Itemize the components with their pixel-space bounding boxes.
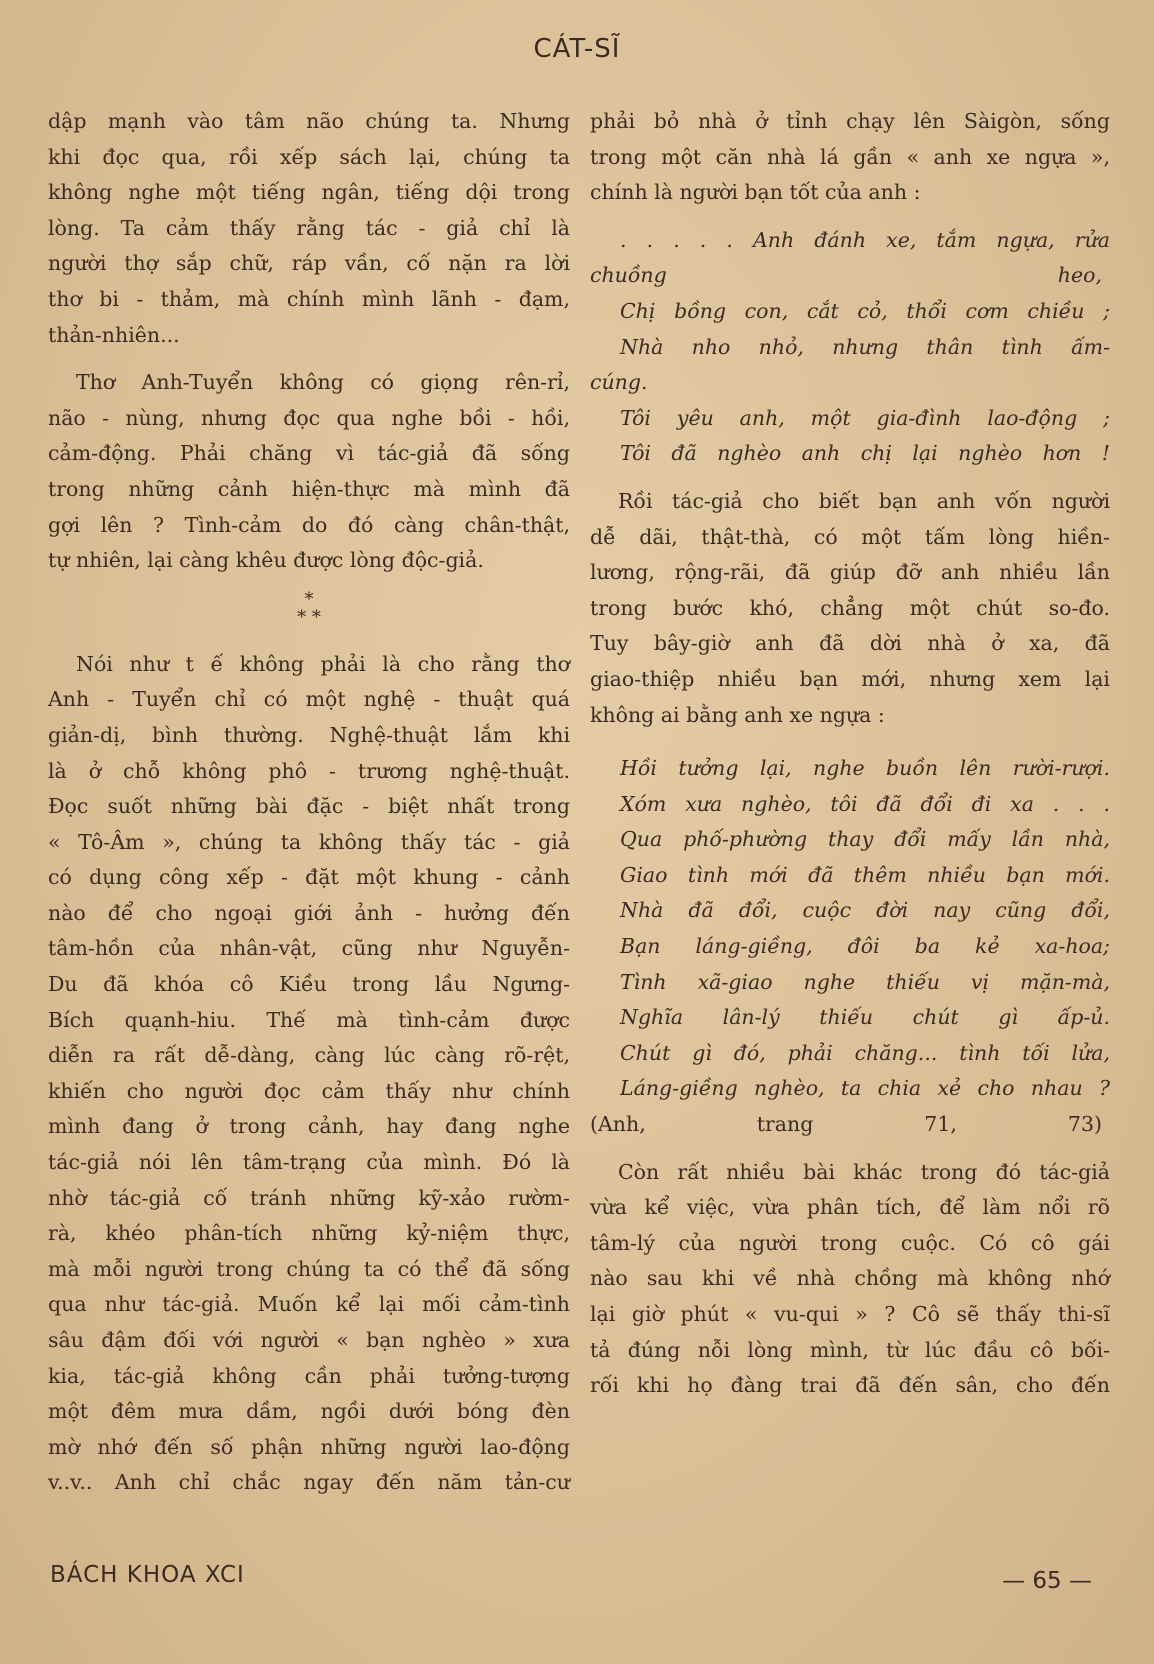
text-line: qua như tác-giả. Muốn kể lại mối cảm-tình — [48, 1292, 570, 1317]
text-line: giản-dị, bình thường. Nghệ-thuật lắm khi — [48, 722, 570, 747]
text-line: Nói như t ế không phải là cho rằng thơ — [76, 651, 570, 676]
left-column — [48, 104, 570, 1501]
right-paragraph-2 — [590, 484, 1110, 733]
text-line: phải bỏ nhà ở tỉnh chạy lên Sàigòn, sống — [590, 109, 1110, 133]
text-line: người thợ sắp chữ, ráp vần, cố nặn ra lời — [48, 251, 570, 276]
text-line: kia, tác-giả không cần phải tưởng-tượng — [48, 1363, 570, 1388]
poem-line: Xóm xưa nghèo, tôi đã đổi đi xa . . . — [620, 791, 1110, 816]
text-line: mờ nhớ đến số phận những người lao-động — [48, 1434, 570, 1459]
text-line: Anh - Tuyển chỉ có một nghệ - thuật quá — [48, 687, 570, 712]
text-line: v..v.. Anh chỉ chắc ngay đến năm tản-cư — [48, 1470, 570, 1495]
page-number: — 65 — — [1002, 1568, 1092, 1594]
poem-line: Tình xã-giao nghe thiếu vị mặn-mà, — [620, 969, 1110, 994]
text-line: trong một căn nhà lá gần « anh xe ngựa », — [590, 144, 1110, 169]
text-line: một đêm mưa dầm, ngồi dưới bóng đèn — [48, 1399, 570, 1424]
poem-line: Chút gì đó, phải chăng... tình tối lửa, — [620, 1040, 1110, 1065]
text-line: mà mỗi người trong chúng ta có thể đã sống — [48, 1256, 570, 1281]
text-line: não - nùng, nhưng đọc qua nghe bồi - hồi, — [48, 405, 570, 430]
text-line: sâu đậm đối với người « bạn nghèo » xưa — [48, 1328, 570, 1352]
text-line: Rồi tác-giả cho biết bạn anh vốn người — [618, 488, 1110, 513]
section-separator — [48, 588, 570, 628]
text-line: gợi lên ? Tình-cảm do đó càng chân-thật, — [48, 512, 570, 537]
text-line: tự nhiên, lại càng khêu được lòng độc-giả. — [48, 548, 484, 573]
left-paragraph-3 — [48, 647, 570, 1501]
poem-line: Tôi đã nghèo anh chị lại nghèo hơn ! — [620, 441, 1110, 466]
text-line: có dụng công xếp - đặt một khung - cảnh — [48, 865, 570, 890]
text-line: mình đang ở trong cảnh, hay đang nghe — [48, 1114, 570, 1139]
text-line: chính là người bạn tốt của anh : — [590, 180, 921, 205]
poem-excerpt-2 — [590, 751, 1110, 1143]
poem-citation: (Anh, trang 71, 73) — [590, 1112, 1102, 1137]
text-line: không nghe một tiếng ngân, tiếng dội trong — [48, 180, 570, 205]
text-line: rối khi họ đàng trai đã đến sân, cho đến — [590, 1373, 1110, 1398]
magazine-issue-label: BÁCH KHOA XCI — [50, 1562, 245, 1588]
text-line: khiến cho người đọc cảm thấy như chính — [48, 1078, 570, 1103]
text-line: lại giờ phút « vu-qui » ? Cô sẽ thấy thi-sĩ — [590, 1302, 1110, 1326]
text-line: thản-nhiên... — [48, 322, 180, 347]
text-line: nào sau khi về nhà chồng mà không nhớ — [590, 1266, 1110, 1291]
poem-line: Nhà đã đổi, cuộc đời nay cũng đổi, — [620, 898, 1110, 923]
left-paragraph-2 — [48, 365, 570, 579]
text-line: tâm-hồn của nhân-vật, cũng như Nguyễn- — [48, 936, 570, 961]
separator-stars-bottom: * * — [297, 606, 321, 628]
text-line: trong những cảnh hiện-thực mà mình đã — [48, 476, 570, 501]
right-column — [590, 104, 1110, 1404]
poem-line: Bạn láng-giềng, đôi ba kẻ xa-hoa; — [620, 934, 1110, 959]
text-line: là ở chỗ không phô - trương nghệ-thuật. — [48, 758, 570, 783]
poem-line: Giao tình mới đã thêm nhiều bạn mới. — [620, 862, 1110, 887]
text-line: trong bước khó, chẳng một chút so-đo. — [590, 595, 1110, 620]
poem-line: Chị bồng con, cắt cỏ, thổi cơm chiều ; — [620, 298, 1110, 323]
text-line: khi đọc qua, rồi xếp sách lại, chúng ta — [48, 144, 570, 169]
text-line: nhờ tác-giả cố tránh những kỹ-xảo rườm- — [48, 1185, 570, 1210]
right-paragraph-1 — [590, 104, 1110, 211]
text-line: nào để cho ngoại giới ảnh - hưởng đến — [48, 900, 570, 925]
text-line: « Tô-Âm », chúng ta không thấy tác - giả — [48, 829, 570, 854]
text-line: diễn ra rất dễ-dàng, càng lúc càng rõ-rệt, — [48, 1043, 570, 1068]
text-line: Bích quạnh-hiu. Thế mà tình-cảm được — [48, 1007, 570, 1032]
text-line: dập mạnh vào tâm não chúng ta. Nhưng — [48, 109, 570, 133]
text-line: lương, rộng-rãi, đã giúp đỡ anh nhiều lần — [590, 560, 1110, 585]
poem-line: Qua phố-phường thay đổi mấy lần nhà, — [620, 827, 1110, 852]
poem-line: Láng-giềng nghèo, ta chia xẻ cho nhau ? — [620, 1076, 1110, 1101]
text-line: cảm-động. Phải chăng vì tác-giả đã sống — [48, 441, 570, 466]
poem-line: cúng. — [590, 370, 648, 395]
poem-line: Tôi yêu anh, một gia-đình lao-động ; — [620, 405, 1110, 430]
poem-line: Nghĩa lân-lý thiếu chút gì ấp-ủ. — [620, 1005, 1110, 1030]
left-paragraph-1 — [48, 104, 570, 353]
text-line: tác-giả nói lên tâm-trạng của mình. Đó là — [48, 1150, 570, 1175]
text-line: tâm-lý của người trong cuộc. Có cô gái — [590, 1230, 1110, 1255]
text-line: không ai bằng anh xe ngựa : — [590, 702, 885, 727]
text-line: Du đã khóa cô Kiều trong lầu Ngưng- — [48, 972, 570, 997]
right-paragraph-3 — [590, 1155, 1110, 1404]
text-line: thơ bi - thảm, mà chính mình lãnh - đạm, — [48, 286, 570, 311]
poem-line: . . . . . Anh đánh xe, tắm ngựa, rửa — [620, 227, 1110, 252]
text-line: Thơ Anh-Tuyển không có giọng rên-rỉ, — [76, 370, 570, 395]
poem-line: chuồng heo, — [590, 263, 1102, 288]
page-header: CÁT-SĨ — [533, 34, 621, 64]
text-line: Tuy bây-giờ anh đã dời nhà ở xa, đã — [590, 631, 1110, 656]
text-line: giao-thiệp nhiều bạn mới, nhưng xem lại — [590, 666, 1110, 691]
poem-line: Hồi tưởng lại, nghe buồn lên rười-rượi. — [620, 756, 1110, 781]
separator-star-top: * — [304, 588, 314, 610]
text-line: tả đúng nỗi lòng mình, từ lúc đầu cô bối- — [590, 1337, 1110, 1362]
poem-line: Nhà nho nhỏ, nhưng thân tình ấm- — [620, 334, 1110, 359]
text-line: dễ dãi, thật-thà, có một tấm lòng hiền- — [590, 524, 1110, 549]
text-line: lòng. Ta cảm thấy rằng tác - giả chỉ là — [48, 215, 570, 240]
text-line: rà, khéo phân-tích những kỷ-niệm thực, — [48, 1221, 570, 1246]
text-line: vừa kể việc, vừa phân tích, để làm nổi rõ — [590, 1195, 1110, 1220]
text-line: Đọc suốt những bài đặc - biệt nhất trong — [48, 794, 570, 819]
text-line: Còn rất nhiều bài khác trong đó tác-giả — [618, 1159, 1110, 1184]
poem-excerpt-1 — [590, 223, 1110, 472]
